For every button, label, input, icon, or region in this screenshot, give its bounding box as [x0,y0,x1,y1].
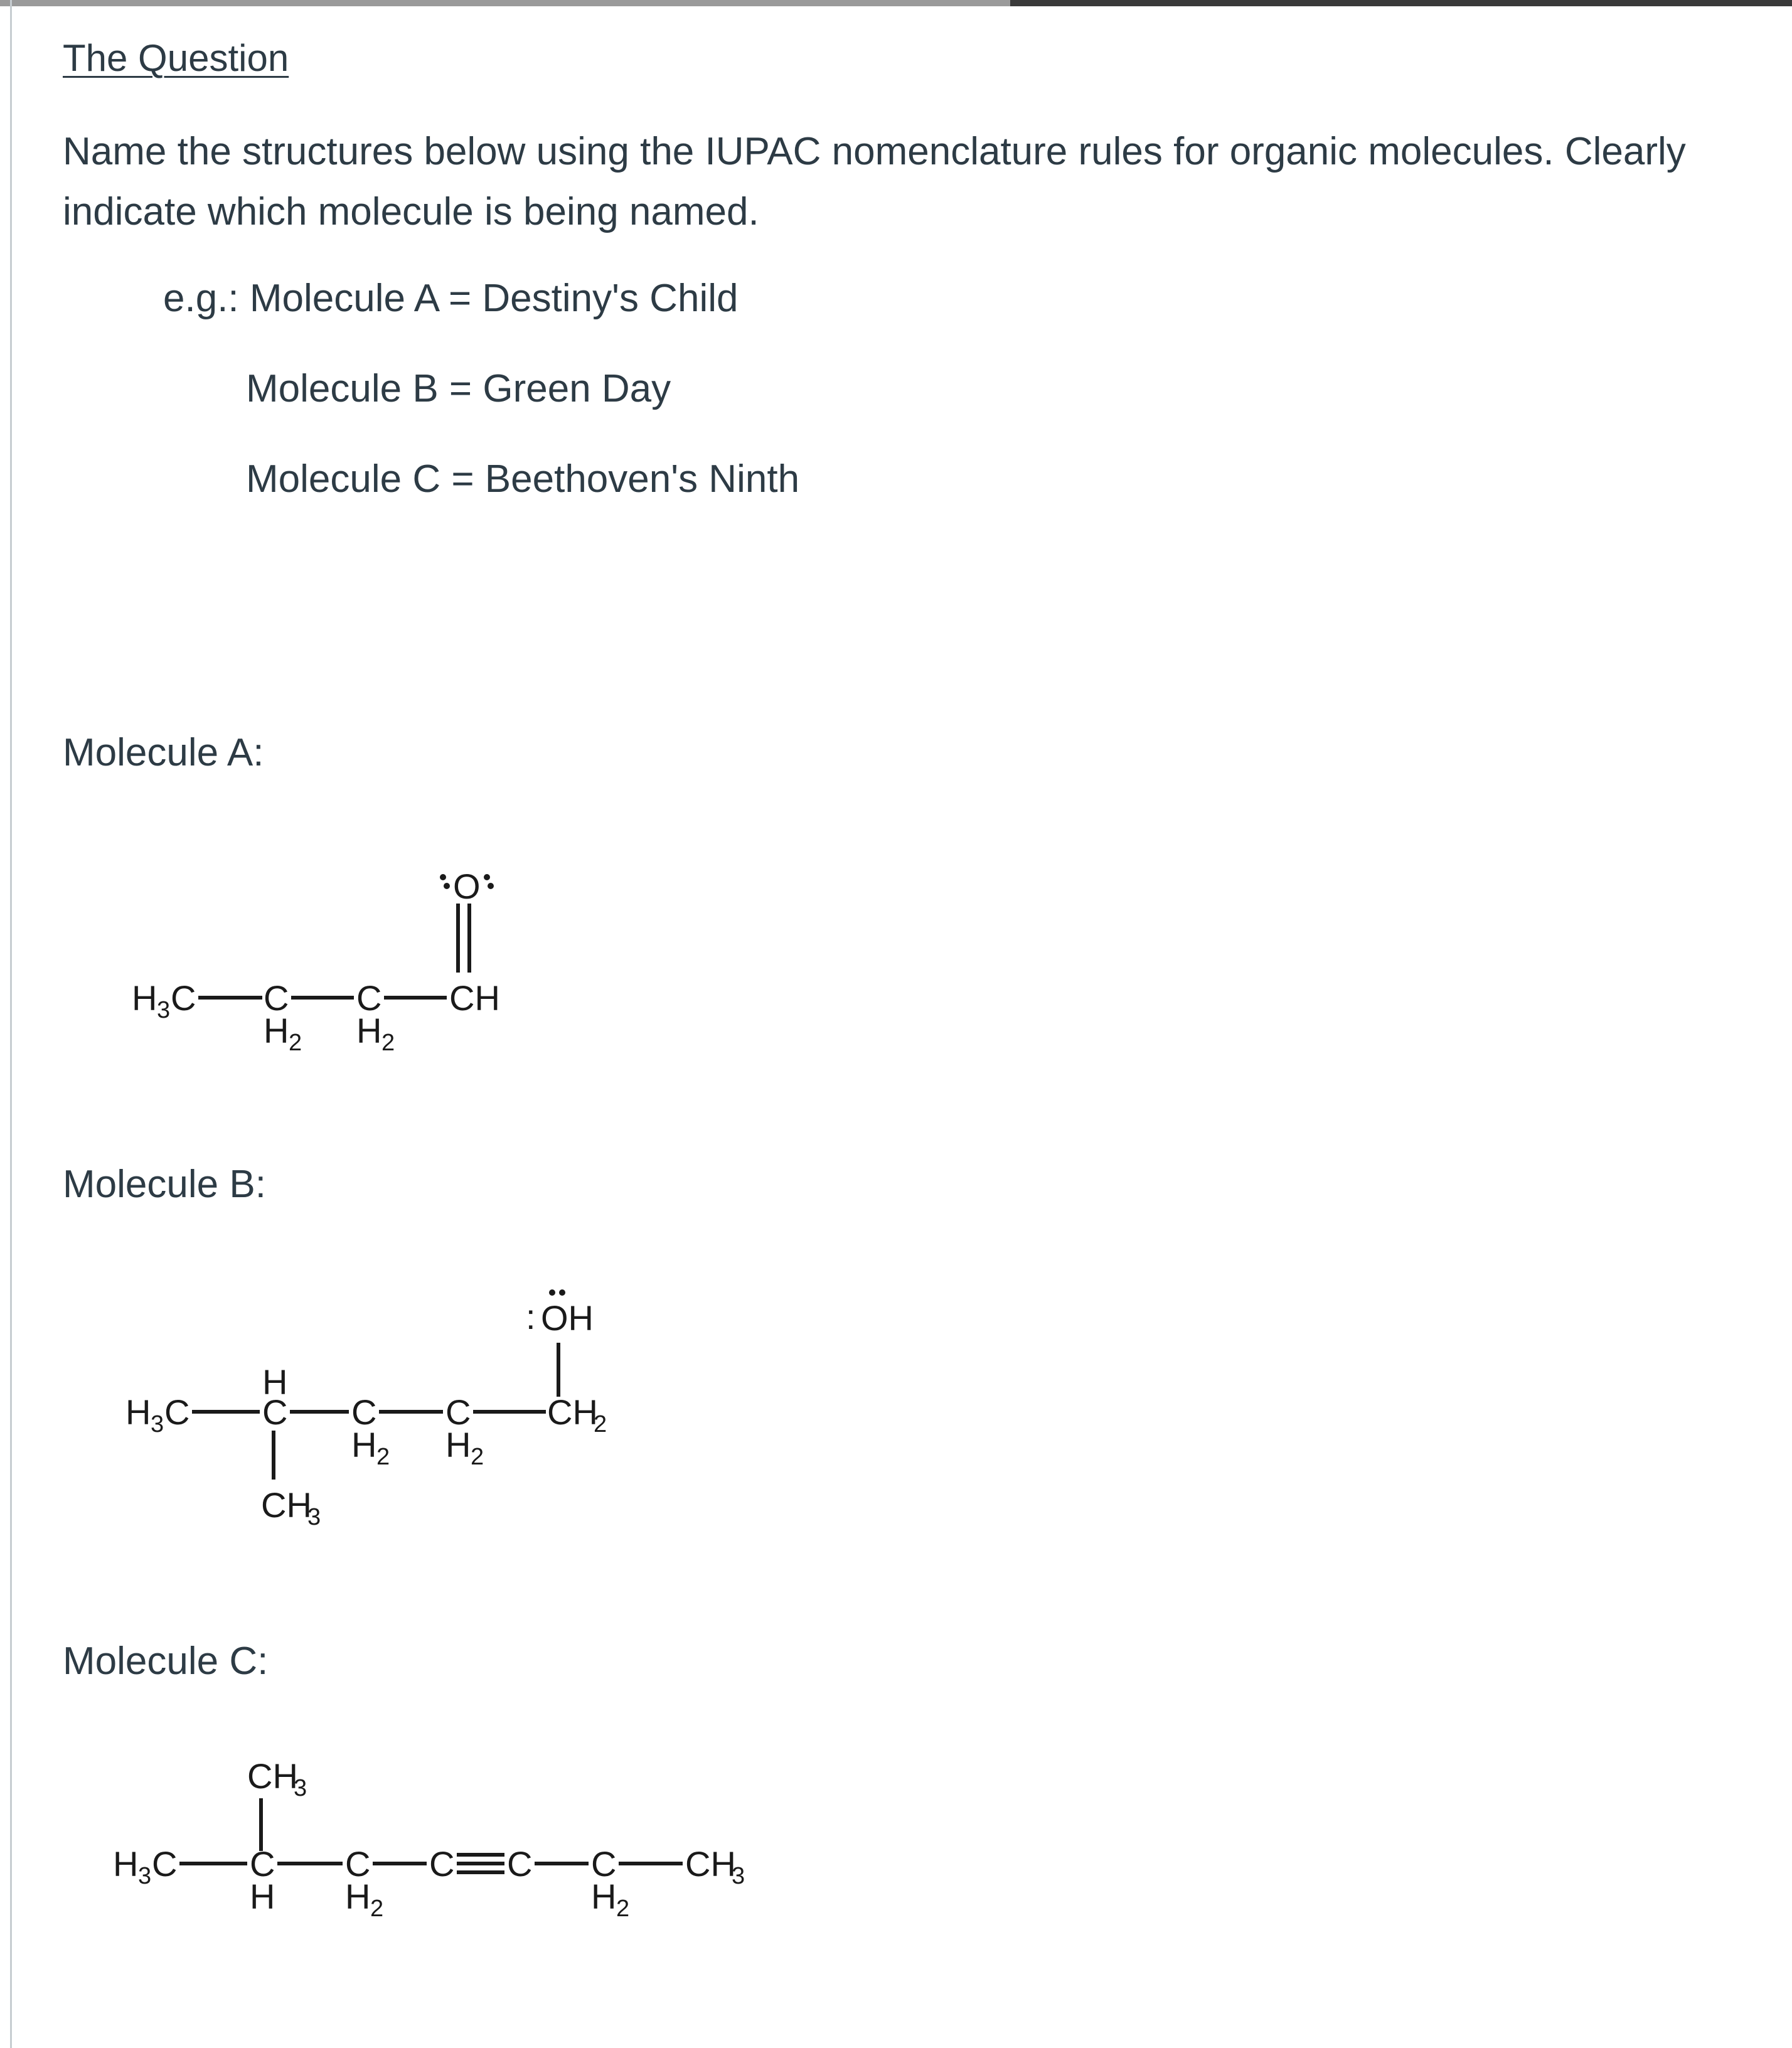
atom-ch: CH [247,1756,298,1796]
atom-ch: CH [547,1392,598,1432]
lone-pair-dot [484,874,490,880]
atom-c: C [171,978,196,1018]
molecule-c-label: Molecule C: [63,1640,269,1683]
atom-h: H [113,1844,139,1884]
example-line-a: e.g.: Molecule A = Destiny's Child [163,277,739,320]
molecule-a-structure [125,853,615,1054]
molecule-b-label: Molecule B: [63,1163,266,1206]
atom-c: C [356,978,382,1018]
atom-h: H [264,1011,289,1050]
atom-h: H [351,1425,377,1464]
atom-c: C [264,978,289,1018]
atom-o: O [453,867,481,906]
molecule-b-structure [125,1280,690,1544]
atom-subscript: 3 [157,997,171,1023]
atom-subscript: 2 [471,1444,484,1470]
atom-h: H [345,1877,371,1916]
atom-c: C [429,1844,455,1884]
lone-pair-dot [440,874,446,880]
atom-h: H [132,978,157,1018]
atom-c: C [351,1392,377,1432]
atom-h: H [262,1362,288,1402]
example-line-b: Molecule B = Green Day [246,367,671,410]
question-intro: Name the structures below using the IUPAC nomenclature rules for organic molecules. Clearly indicate which molecule is being named. [63,130,1686,233]
atom-h: H [356,1011,382,1050]
molecule-c-structure [113,1751,866,1939]
lone-pair-dot [559,1289,565,1296]
atom-subscript: 3 [732,1863,745,1889]
lone-pair-dot [549,1289,555,1296]
lone-pair: : [526,1297,536,1336]
example-line-c: Molecule C = Beethoven's Ninth [246,457,800,501]
atom-subscript: 3 [151,1411,164,1437]
atom-subscript: 2 [376,1444,390,1470]
top-border-highlight [0,0,1010,6]
atom-c: C [262,1392,288,1432]
page-title: The Question [63,37,289,79]
atom-h: H [250,1877,275,1916]
atom-ch: CH [449,978,500,1018]
atom-subscript: 2 [616,1896,630,1922]
atom-c: C [445,1392,471,1432]
atom-subscript: 2 [289,1030,302,1056]
atom-h: H [445,1425,471,1464]
atom-c: C [507,1844,533,1884]
atom-subscript: 2 [381,1030,395,1056]
atom-c: C [164,1392,190,1432]
atom-subscript: 3 [307,1504,321,1530]
left-rule [10,0,12,2048]
atom-ch: CH [685,1844,736,1884]
atom-h: H [125,1392,151,1432]
atom-subscript: 2 [594,1411,607,1437]
atom-c: C [152,1844,178,1884]
atom-subscript: 2 [370,1896,384,1922]
atom-c: C [345,1844,371,1884]
molecule-a-label: Molecule A: [63,731,264,774]
lone-pair-dot [488,883,494,889]
atom-oh: OH [541,1298,594,1338]
atom-h: H [591,1877,617,1916]
atom-subscript: 3 [294,1775,307,1801]
atom-subscript: 3 [138,1863,152,1889]
atom-c: C [250,1844,275,1884]
atom-ch: CH [261,1485,312,1525]
atom-c: C [591,1844,617,1884]
lone-pair-dot [444,883,450,889]
